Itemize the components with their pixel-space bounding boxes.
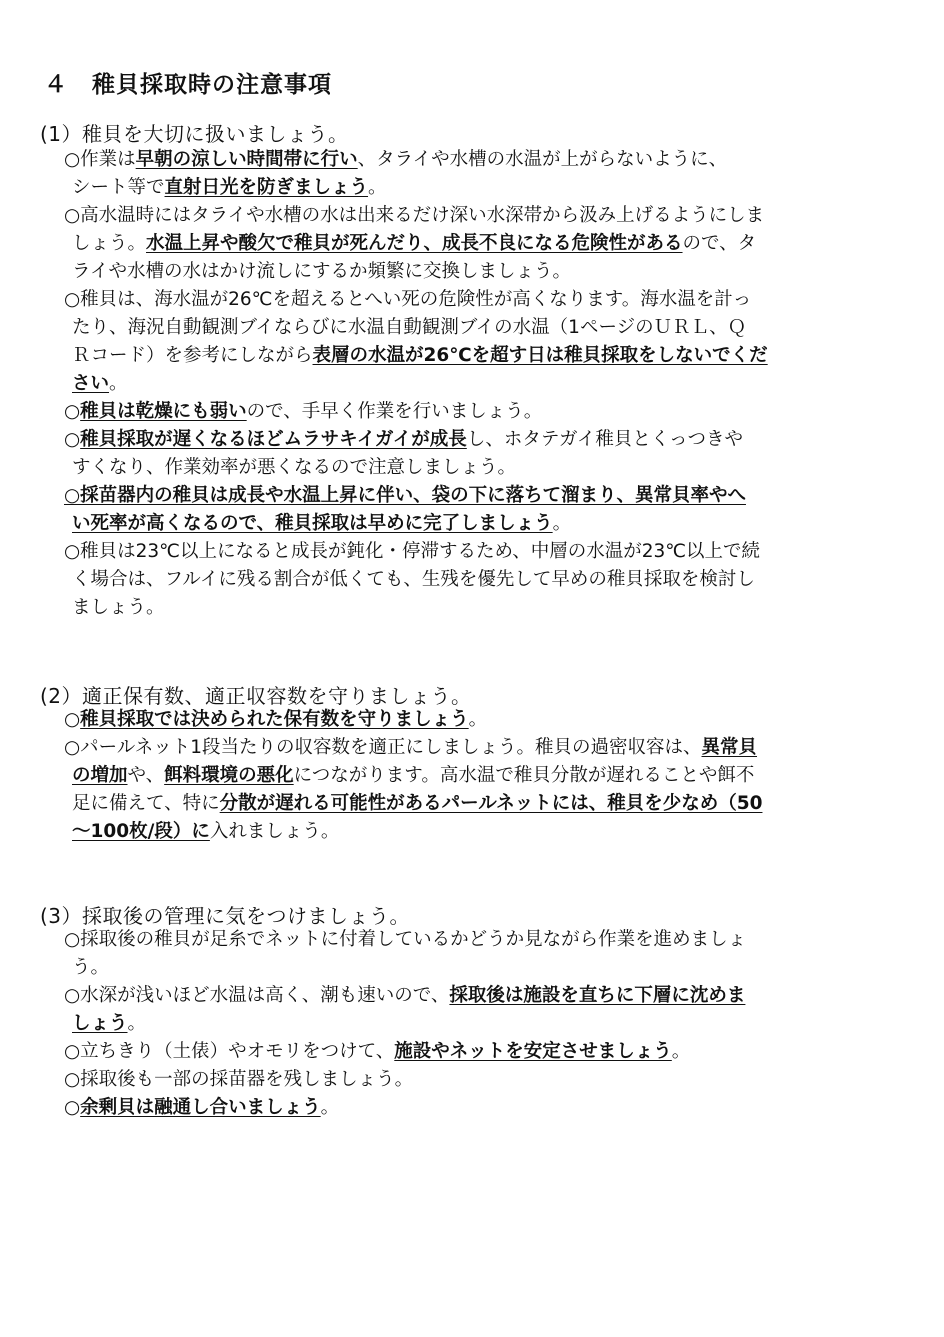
text-segment: ので、手早く作業を行いましょう。: [246, 401, 543, 422]
text-line: [64, 370, 876, 398]
emphasized-text: 分散が遅れる可能性があるパールネットには、稚貝を少なめ（50: [219, 793, 763, 814]
bullet-item: [64, 1038, 876, 1066]
text-segment: ○: [64, 709, 81, 730]
text-segment: ○: [64, 429, 81, 450]
text-line: [64, 818, 876, 846]
emphasized-text: 餌料環境の悪化: [164, 765, 294, 786]
text-line: [64, 538, 876, 566]
bullet-item: [64, 426, 876, 482]
section-heading-3: (3）採取後の管理に気をつけましょう。: [40, 904, 411, 928]
bullet-item: [64, 1094, 876, 1122]
emphasized-text: 直射日光を防ぎましょう: [164, 177, 369, 198]
text-line: [64, 230, 876, 258]
text-line: [64, 174, 876, 202]
text-segment: ので、タ: [682, 233, 757, 254]
text-segment: う。: [72, 957, 110, 978]
text-segment: 入れましょう。: [209, 821, 340, 842]
emphasized-text: い死率が高くなるので、稚貝採取は早めに完了しましょう: [72, 513, 553, 534]
text-segment: 。: [468, 709, 488, 730]
emphasized-text: ～100枚/段）に: [72, 821, 210, 842]
bullet-item: [64, 706, 876, 734]
text-line: [64, 734, 876, 762]
text-segment: 。: [320, 1097, 340, 1118]
text-segment: ○水深が浅いほど水温は高く、潮も速いので、: [64, 985, 450, 1006]
text-segment: シート等で: [72, 177, 165, 198]
text-segment: 。: [127, 1013, 147, 1034]
text-line: [64, 566, 876, 594]
emphasized-text: 早朝の涼しい時間帯に行い: [135, 149, 358, 170]
text-segment: や、: [127, 765, 165, 786]
text-line: [64, 342, 876, 370]
emphasized-text: 表層の水温が26℃を超す日は稚貝採取をしないでくだ: [312, 345, 768, 366]
section-heading-1: (1）稚貝を大切に扱いましょう。: [40, 122, 349, 146]
text-line: [64, 1066, 876, 1094]
text-line: [64, 982, 876, 1010]
text-segment: ライや水槽の水はかけ流しにするか頻繁に交換しましょう。: [72, 261, 571, 282]
text-line: [64, 398, 876, 426]
text-line: [64, 1094, 876, 1122]
emphasized-text: 稚貝採取では決められた保有数を守りましょう: [80, 709, 469, 730]
text-line: [64, 258, 876, 286]
emphasized-text: 採取後は施設を直ちに下層に沈めま: [449, 985, 746, 1006]
emphasized-text: 余剰貝は融通し合いましょう: [80, 1097, 321, 1118]
bullet-item: [64, 982, 876, 1038]
text-line: [64, 202, 876, 230]
bullet-item: [64, 482, 876, 538]
section-heading-2: (2）適正保有数、適正収容数を守りましょう。: [40, 684, 472, 708]
emphasized-text: しょう: [72, 1013, 128, 1034]
text-segment: 。: [368, 177, 387, 198]
text-segment: ○パールネット1段当たりの収容数を適正にしましょう。稚貝の過密収容は、: [64, 737, 702, 758]
emphasized-text: ○採苗器内の稚貝は成長や水温上昇に伴い、袋の下に落ちて溜まり、異常貝率やへ: [64, 485, 746, 506]
text-segment: ○稚貝は、海水温が26℃を超えるとへい死の危険性が高くなります。海水温を計っ: [64, 289, 752, 310]
text-segment: く場合は、フルイに残る割合が低くても、生残を優先して早めの稚貝採取を検討し: [72, 569, 755, 590]
bullet-item: [64, 538, 876, 622]
text-segment: ましょう。: [72, 597, 165, 618]
text-line: [64, 286, 876, 314]
text-line: [64, 146, 876, 174]
emphasized-text: 稚貝採取が遅くなるほどムラサキイガイが成長: [80, 429, 467, 450]
text-line: [64, 510, 876, 538]
bullet-item: [64, 146, 876, 202]
text-segment: につながります。高水温で稚貝分散が遅れることや餌不: [293, 765, 755, 786]
text-line: [64, 594, 876, 622]
text-segment: 、タライや水槽の水温が上がらないように、: [357, 149, 728, 170]
text-segment: すくなり、作業効率が悪くなるので注意しましょう。: [72, 457, 517, 478]
text-line: [64, 1038, 876, 1066]
text-segment: たり、海況自動観測ブイならびに水温自動観測ブイの水温（1ページのＵＲＬ、Ｑ: [72, 317, 747, 338]
text-segment: ○採取後の稚貝が足糸でネットに付着しているかどうか見ながら作業を進めましょ: [64, 929, 747, 950]
text-segment: ○稚貝は23℃以上になると成長が鈍化・停滞するため、中層の水温が23℃以上で続: [64, 541, 761, 562]
text-segment: 。: [109, 373, 128, 394]
text-line: [64, 454, 876, 482]
text-line: [64, 790, 876, 818]
text-segment: ○立ちきり（土俵）やオモリをつけて、: [64, 1041, 395, 1062]
bullet-item: [64, 1066, 876, 1094]
text-segment: ○: [64, 1097, 81, 1118]
text-line: [64, 1010, 876, 1038]
bullet-item: [64, 398, 876, 426]
text-segment: ○採取後も一部の採苗器を残しましょう。: [64, 1069, 414, 1090]
text-line: [64, 482, 876, 510]
bullet-item: [64, 926, 876, 982]
bullet-item: [64, 286, 876, 398]
text-segment: 。: [671, 1041, 691, 1062]
text-segment: Ｒコード）を参考にしながら: [72, 345, 313, 366]
emphasized-text: 異常貝: [701, 737, 758, 758]
bullet-item: [64, 734, 876, 846]
text-line: [64, 954, 876, 982]
bullet-item: [64, 202, 876, 286]
emphasized-text: 施設やネットを安定させましょう: [394, 1041, 672, 1062]
text-segment: ○: [64, 401, 81, 422]
emphasized-text: 稚貝は乾燥にも弱い: [80, 401, 247, 422]
text-segment: し、ホタテガイ稚貝とくっつきや: [466, 429, 744, 450]
text-line: [64, 426, 876, 454]
text-segment: 。: [552, 513, 572, 534]
text-line: [64, 762, 876, 790]
text-line: [64, 706, 876, 734]
emphasized-text: さい: [72, 373, 110, 394]
text-segment: しょう。: [72, 233, 147, 254]
emphasized-text: の増加: [72, 765, 128, 786]
text-segment: ○高水温時にはタライや水槽の水は出来るだけ深い水深帯から汲み上げるようにしま: [64, 205, 765, 226]
page-title: ４ 稚貝採取時の注意事項: [44, 72, 332, 98]
text-segment: 足に備えて、特に: [72, 793, 220, 814]
text-line: [64, 926, 876, 954]
text-segment: ○作業は: [64, 149, 136, 170]
emphasized-text: 水温上昇や酸欠で稚貝が死んだり、成長不良になる危険性がある: [146, 233, 683, 254]
text-line: [64, 314, 876, 342]
